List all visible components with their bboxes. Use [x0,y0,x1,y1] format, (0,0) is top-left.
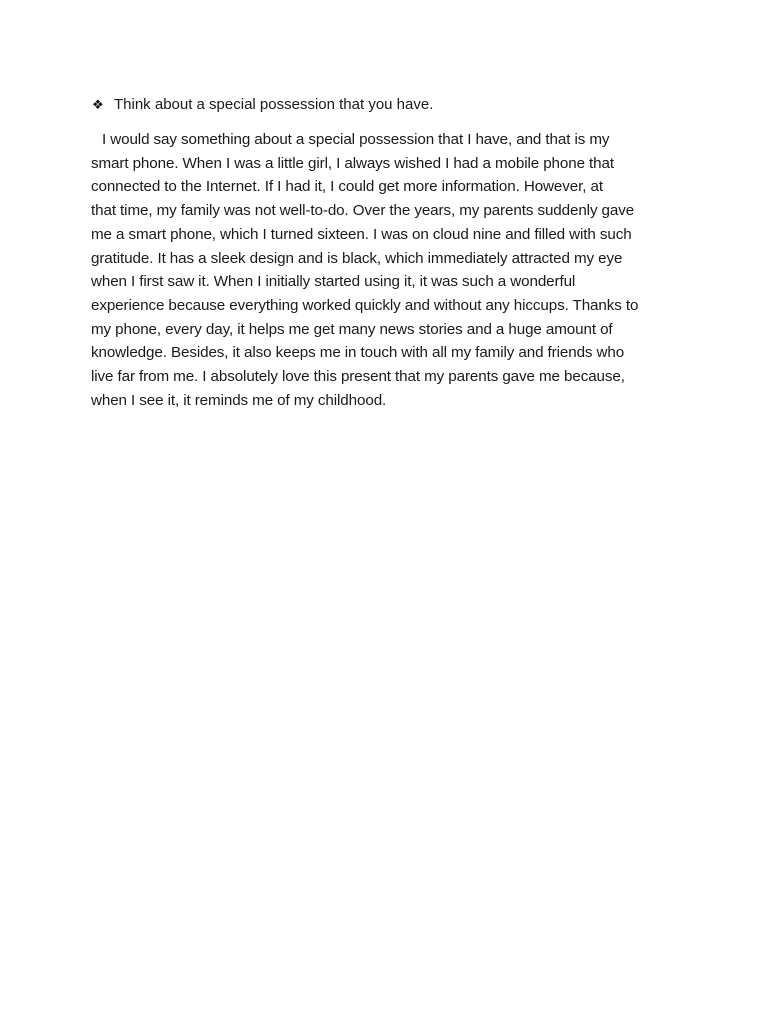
essay-line: that time, my family was not well-to-do. Over the years, my parents suddenly gave [91,202,635,220]
prompt-text: Think about a special possession that you have. [114,96,434,113]
essay-paragraph [91,128,691,412]
essay-line: my phone, every day, it helps me get many news stories and a huge amount of [91,320,613,338]
essay-line: knowledge. Besides, it also keeps me in touch with all my family and friends who [91,344,625,362]
essay-line: when I first saw it. When I initially started using it, it was such a wonderful [91,273,576,291]
essay-line: connected to the Internet. If I had it, I could get more information. However, at [91,178,603,196]
diamond-bullet-icon: ❖ [92,97,104,112]
essay-line: I would say something about a special possession that I have, and that is my [102,131,610,148]
essay-line: experience because everything worked quickly and without any hiccups. Thanks to [91,296,639,314]
essay-line: when I see it, it reminds me of my childhood. [91,391,387,409]
essay-line: me a smart phone, which I turned sixteen. I was on cloud nine and filled with such [91,225,632,243]
essay-line: live far from me. I absolutely love this present that my parents gave me because, [91,368,625,386]
prompt-bullet-item [92,94,692,116]
essay-line: smart phone. When I was a little girl, I always wished I had a mobile phone that [91,154,614,172]
essay-line: gratitude. It has a sleek design and is black, which immediately attracted my eye [91,249,623,267]
